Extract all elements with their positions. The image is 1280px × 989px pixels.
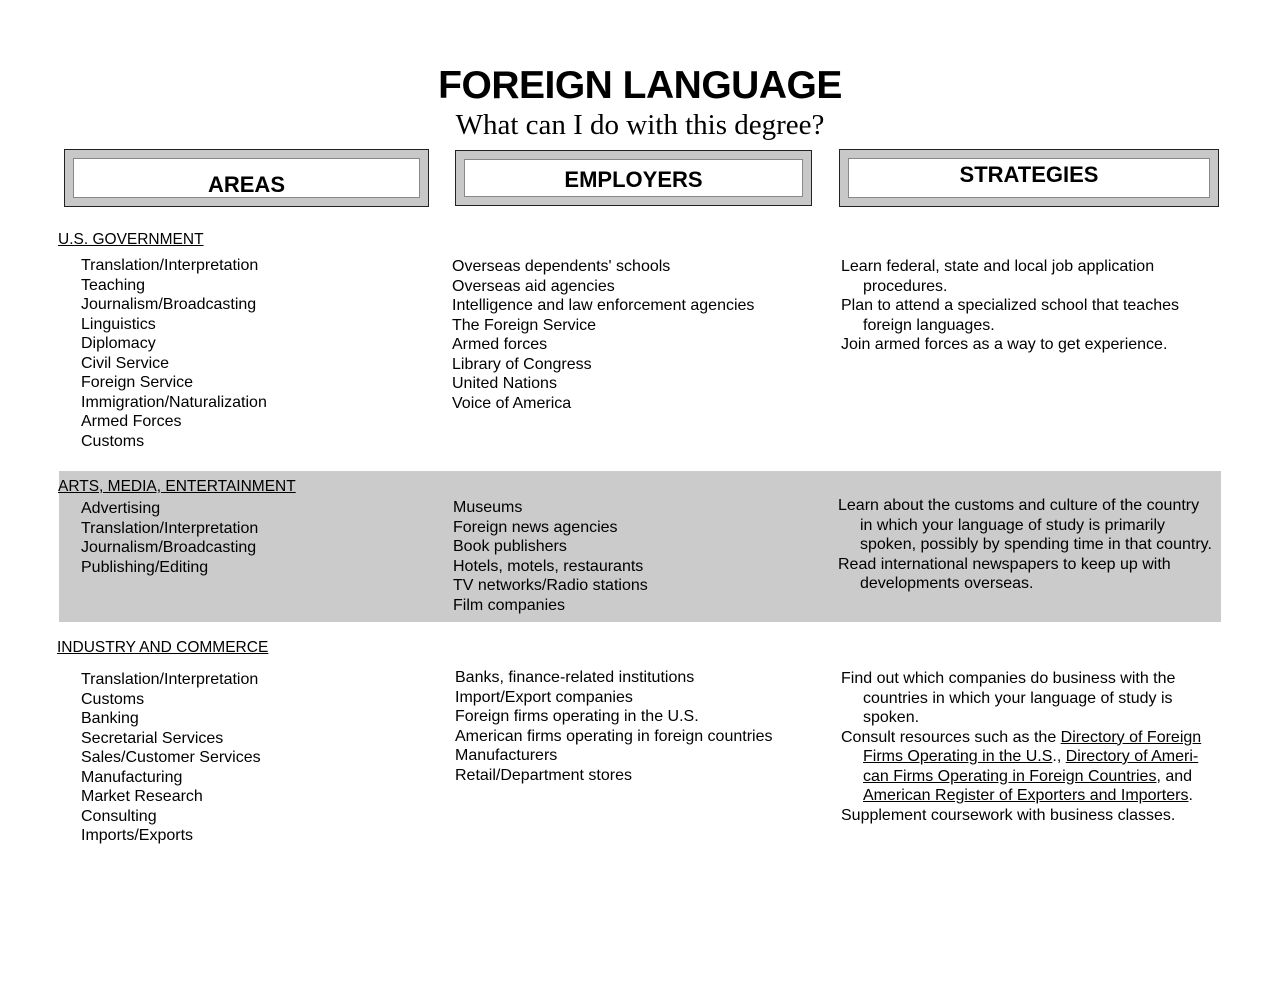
list-item: Journalism/Broadcasting bbox=[81, 296, 257, 313]
list-item: Foreign news agencies bbox=[453, 518, 618, 536]
strategy-line: Plan to attend a specialized school that teaches bbox=[841, 297, 1179, 314]
list-item: Library of Congress bbox=[452, 355, 592, 373]
list-item: Imports/Exports bbox=[81, 827, 194, 844]
list-item: Teaching bbox=[81, 276, 146, 294]
strategy-line: foreign languages. bbox=[863, 316, 995, 334]
section-heading-us-government: U.S. GOVERNMENT bbox=[58, 231, 204, 248]
list-item: American firms operating in foreign countries bbox=[455, 727, 773, 745]
strategy-line: Learn about the customs and culture of the country bbox=[838, 497, 1200, 514]
list-item: Intelligence and law enforcement agencies bbox=[452, 297, 755, 314]
list-item: Civil Service bbox=[81, 354, 170, 372]
section-heading-industry-commerce: INDUSTRY AND COMMERCE bbox=[57, 639, 269, 656]
strategy-text: ., bbox=[1052, 748, 1066, 765]
list-item: Secretarial Services bbox=[81, 729, 224, 747]
strategy-line: in which your language of study is primarily bbox=[860, 516, 1166, 534]
list-item: Customs bbox=[81, 690, 145, 708]
directory-foreign-firms-link[interactable]: Directory of Foreign bbox=[1060, 728, 1202, 746]
strategy-line: developments overseas. bbox=[860, 575, 1034, 592]
strategy-line: procedures. bbox=[863, 277, 948, 295]
list-item: Foreign Service bbox=[81, 374, 194, 391]
arts-employers-list bbox=[453, 498, 648, 615]
industry-areas-list bbox=[81, 670, 261, 846]
strategy-line: Read international newspapers to keep up with bbox=[838, 555, 1171, 573]
section-heading-arts-media: ARTS, MEDIA, ENTERTAINMENT bbox=[58, 478, 296, 495]
strategy-line bbox=[841, 747, 1201, 767]
list-item: Import/Export companies bbox=[455, 688, 633, 706]
list-item: Foreign firms operating in the U.S. bbox=[455, 708, 699, 725]
list-item: Armed Forces bbox=[81, 413, 182, 430]
areas-header: AREAS bbox=[73, 158, 420, 198]
strategy-text: Consult resources such as the bbox=[841, 728, 1061, 746]
list-item: Publishing/Editing bbox=[81, 558, 209, 576]
arts-areas-list bbox=[81, 499, 258, 577]
employers-header-box bbox=[455, 150, 812, 206]
list-item: Sales/Customer Services bbox=[81, 749, 261, 766]
strategies-header: STRATEGIES bbox=[848, 158, 1210, 198]
page-subtitle: What can I do with this degree? bbox=[455, 109, 825, 141]
employers-header: EMPLOYERS bbox=[464, 159, 803, 197]
list-item: Banking bbox=[81, 710, 139, 727]
list-item: Customs bbox=[81, 432, 145, 450]
list-item: Film companies bbox=[453, 596, 566, 614]
arts-strategies-list bbox=[838, 496, 1212, 594]
list-item: Translation/Interpretation bbox=[81, 257, 259, 274]
industry-strategies-list bbox=[841, 669, 1201, 825]
page-title: FOREIGN LANGUAGE bbox=[438, 64, 842, 107]
list-item: Overseas dependents' schools bbox=[452, 258, 671, 275]
strategy-line bbox=[841, 767, 1201, 787]
list-item: Linguistics bbox=[81, 315, 156, 333]
list-item: Translation/Interpretation bbox=[81, 671, 259, 688]
list-item: Hotels, motels, restaurants bbox=[453, 557, 644, 575]
list-item: Advertising bbox=[81, 500, 161, 517]
list-item: Book publishers bbox=[453, 538, 567, 555]
list-item: Museums bbox=[453, 499, 523, 516]
list-item: Consulting bbox=[81, 807, 157, 825]
strategy-line bbox=[841, 786, 1201, 806]
list-item: Overseas aid agencies bbox=[452, 277, 615, 295]
industry-employers-list bbox=[455, 668, 772, 785]
list-item: Immigration/Naturalization bbox=[81, 393, 267, 411]
strategy-line bbox=[841, 728, 1201, 748]
strategy-line: Learn federal, state and local job application bbox=[841, 258, 1155, 275]
list-item: Translation/Interpretation bbox=[81, 519, 259, 537]
list-item: Diplomacy bbox=[81, 335, 156, 352]
list-item: Retail/Department stores bbox=[455, 766, 632, 784]
directory-american-firms-link[interactable]: can Firms Operating in Foreign Countries, bbox=[863, 767, 1161, 785]
list-item: The Foreign Service bbox=[452, 316, 597, 334]
strategy-text: . bbox=[1188, 787, 1193, 804]
list-item: TV networks/Radio stations bbox=[453, 577, 648, 594]
american-register-link[interactable]: American Register of Exporters and Importers bbox=[863, 787, 1189, 804]
strategy-line: Find out which companies do business with the bbox=[841, 670, 1176, 687]
gov-strategies-list bbox=[841, 257, 1179, 355]
list-item: Banks, finance-related institutions bbox=[455, 669, 695, 686]
strategy-line: spoken. bbox=[863, 709, 920, 726]
list-item: Armed forces bbox=[452, 336, 548, 353]
list-item: Voice of America bbox=[452, 394, 572, 412]
strategies-header-box bbox=[839, 149, 1219, 207]
areas-header-box bbox=[64, 149, 429, 207]
strategy-line: spoken, possibly by spending time in that country. bbox=[860, 536, 1212, 553]
directory-american-firms-link[interactable]: Directory of Ameri- bbox=[1065, 748, 1199, 765]
directory-foreign-firms-link[interactable]: Firms Operating in the U.S bbox=[863, 748, 1053, 765]
strategy-line: Join armed forces as a way to get experience. bbox=[841, 336, 1168, 353]
list-item: Manufacturing bbox=[81, 768, 183, 786]
strategy-line: countries in which your language of study is bbox=[863, 689, 1173, 707]
strategy-text: and bbox=[1160, 767, 1193, 785]
list-item: United Nations bbox=[452, 375, 557, 392]
list-item: Journalism/Broadcasting bbox=[81, 539, 257, 556]
gov-employers-list bbox=[452, 257, 754, 413]
gov-areas-list bbox=[81, 256, 267, 451]
list-item: Market Research bbox=[81, 788, 203, 805]
list-item: Manufacturers bbox=[455, 747, 558, 764]
strategy-line: Supplement coursework with business classes. bbox=[841, 806, 1176, 824]
